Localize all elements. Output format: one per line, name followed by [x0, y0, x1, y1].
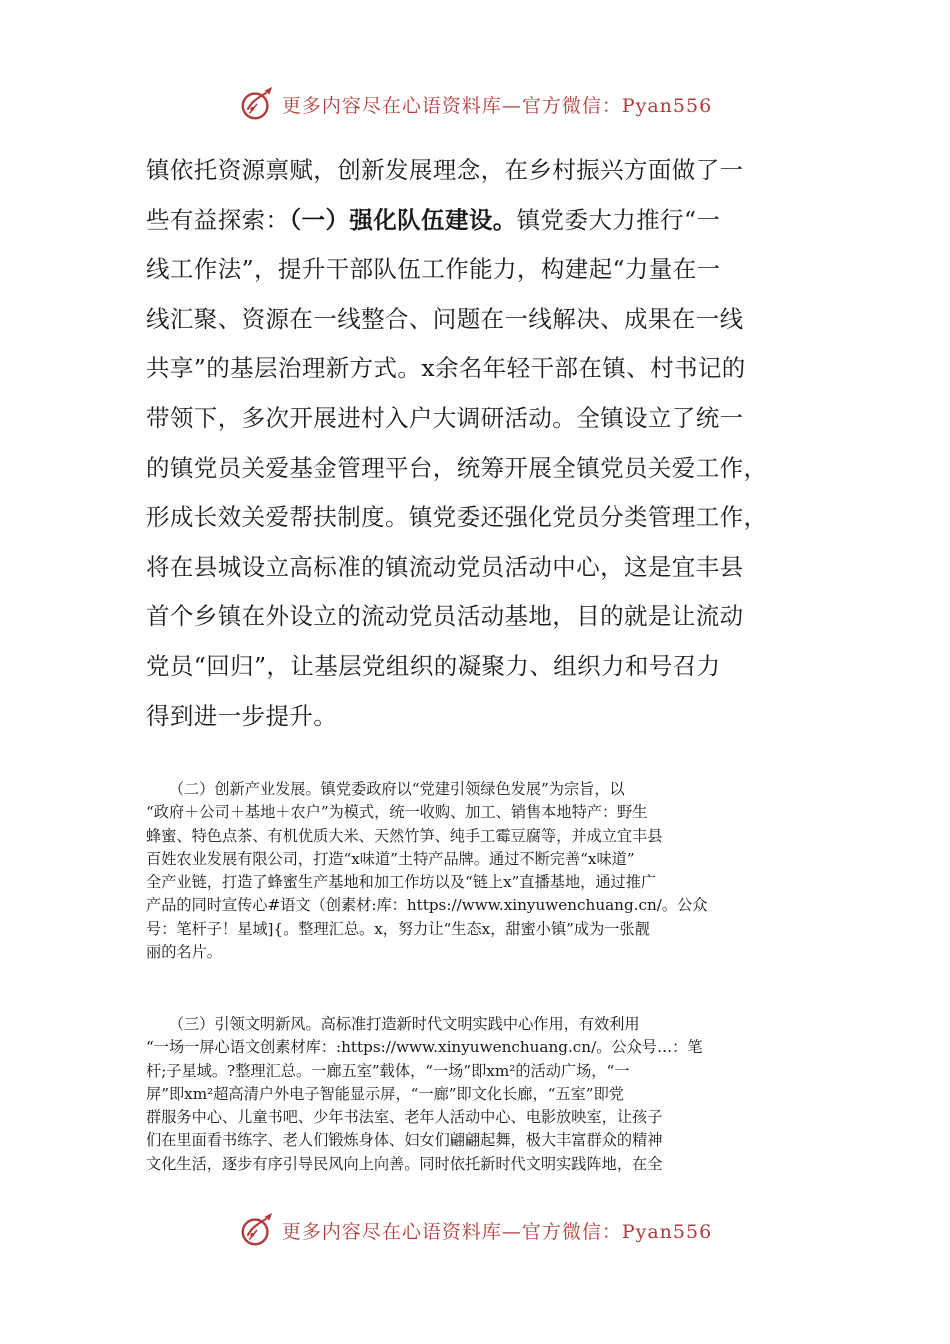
text-line: 得到进一步提升。 — [146, 701, 338, 730]
text-line: 镇依托资源禀赋，创新发展理念，在乡村振兴方面做了一 — [146, 156, 744, 184]
text-line: “一场一屏心语文创素材库：:https://www.xinyuwenchuang.cn/。公众号…：笔 — [146, 1038, 703, 1057]
text-line: 将在县城设立高标准的镇流动党员活动中心，这是宜丰县 — [146, 552, 744, 581]
pen-logo-icon — [238, 1211, 276, 1249]
paragraph-industry — [146, 778, 806, 964]
footer-banner — [0, 1208, 950, 1252]
text-line: 首个乡镇在外设立的流动党员活动基地，目的就是让流动 — [146, 602, 744, 631]
text-line: 百姓农业发展有限公司，打造“x味道”土特产品牌。通过不断完善“x味道” — [146, 849, 635, 868]
text-line: 屏”即xm²超高清户外电子智能显示屏，“一廊”即文化长廊，“五室”即党 — [146, 1084, 624, 1103]
text-line: 群服务中心、儿童书吧、少年书法室、老年人活动中心、电影放映室，让孩子 — [146, 1108, 663, 1127]
text-line: 全产业链，打造了蜂蜜生产基地和加工作坊以及“链上x”直播基地，通过推广 — [146, 873, 657, 892]
text-line-with-heading — [146, 196, 806, 246]
text-segment: 镇党委大力推行“一 — [516, 205, 721, 234]
text-line: 们在里面看书练字、老人们锻炼身体、妇女们翩翩起舞，极大丰富群众的精神 — [146, 1131, 663, 1150]
text-line: 的镇党员关爱基金管理平台，统筹开展全镇党员关爱工作， — [146, 453, 768, 482]
text-line: 丽的名片。 — [146, 943, 222, 962]
text-line: “政府＋公司＋基地＋农户”为模式，统一收购、加工、销售本地特产：野生 — [146, 803, 648, 822]
banner-text: 更多内容尽在心语资料库—官方微信：Pyan556 — [281, 94, 713, 117]
text-segment: 些有益探索： — [146, 205, 290, 234]
text-line: （二）创新产业发展。镇党委政府以“党建引领绿色发展”为宗旨，以 — [146, 780, 625, 798]
paragraph-civility — [146, 1013, 806, 1176]
pen-logo-icon — [238, 85, 276, 123]
text-line: 产品的同时宣传心#语文（创素材:库：https://www.xinyuwenchuang.cn/。公众 — [146, 896, 708, 915]
main-paragraph — [146, 146, 806, 741]
text-line: 杆;子星域。?整理汇总。一廊五室”载体，“一场”即xm²的活动广场，“一 — [146, 1061, 630, 1080]
text-line: 线汇聚、资源在一线整合、问题在一线解决、成果在一线 — [146, 304, 744, 333]
header-banner — [0, 82, 950, 126]
text-line: 形成长效关爱帮扶制度。镇党委还强化党员分类管理工作， — [146, 503, 768, 532]
text-line: 蜂蜜、特色点茶、有机优质大米、天然竹笋、纯手工霉豆腐等，并成立宜丰县 — [146, 826, 663, 845]
banner-text: 更多内容尽在心语资料库—官方微信：Pyan556 — [281, 1220, 713, 1243]
text-line: 线工作法”，提升干部队伍工作能力，构建起“力量在一 — [146, 255, 721, 284]
text-line: 党员“回归”，让基层党组织的凝聚力、组织力和号召力 — [146, 651, 721, 680]
text-line: 带领下，多次开展进村入户大调研活动。全镇设立了统一 — [146, 403, 744, 432]
text-line: 号：笔杆子！星域]{。整理汇总。x，努力让“生态x，甜蜜小镇”成为一张靓 — [146, 919, 650, 938]
text-line: 文化生活，逐步有序引导民风向上向善。同时依托新时代文明实践阵地，在全 — [146, 1154, 663, 1173]
section-heading: （一）强化队伍建设。 — [289, 205, 517, 234]
text-line: 共享”的基层治理新方式。x余名年轻干部在镇、村书记的 — [146, 354, 746, 383]
text-line: （三）引领文明新风。高标准打造新时代文明实践中心作用，有效利用 — [146, 1015, 640, 1033]
